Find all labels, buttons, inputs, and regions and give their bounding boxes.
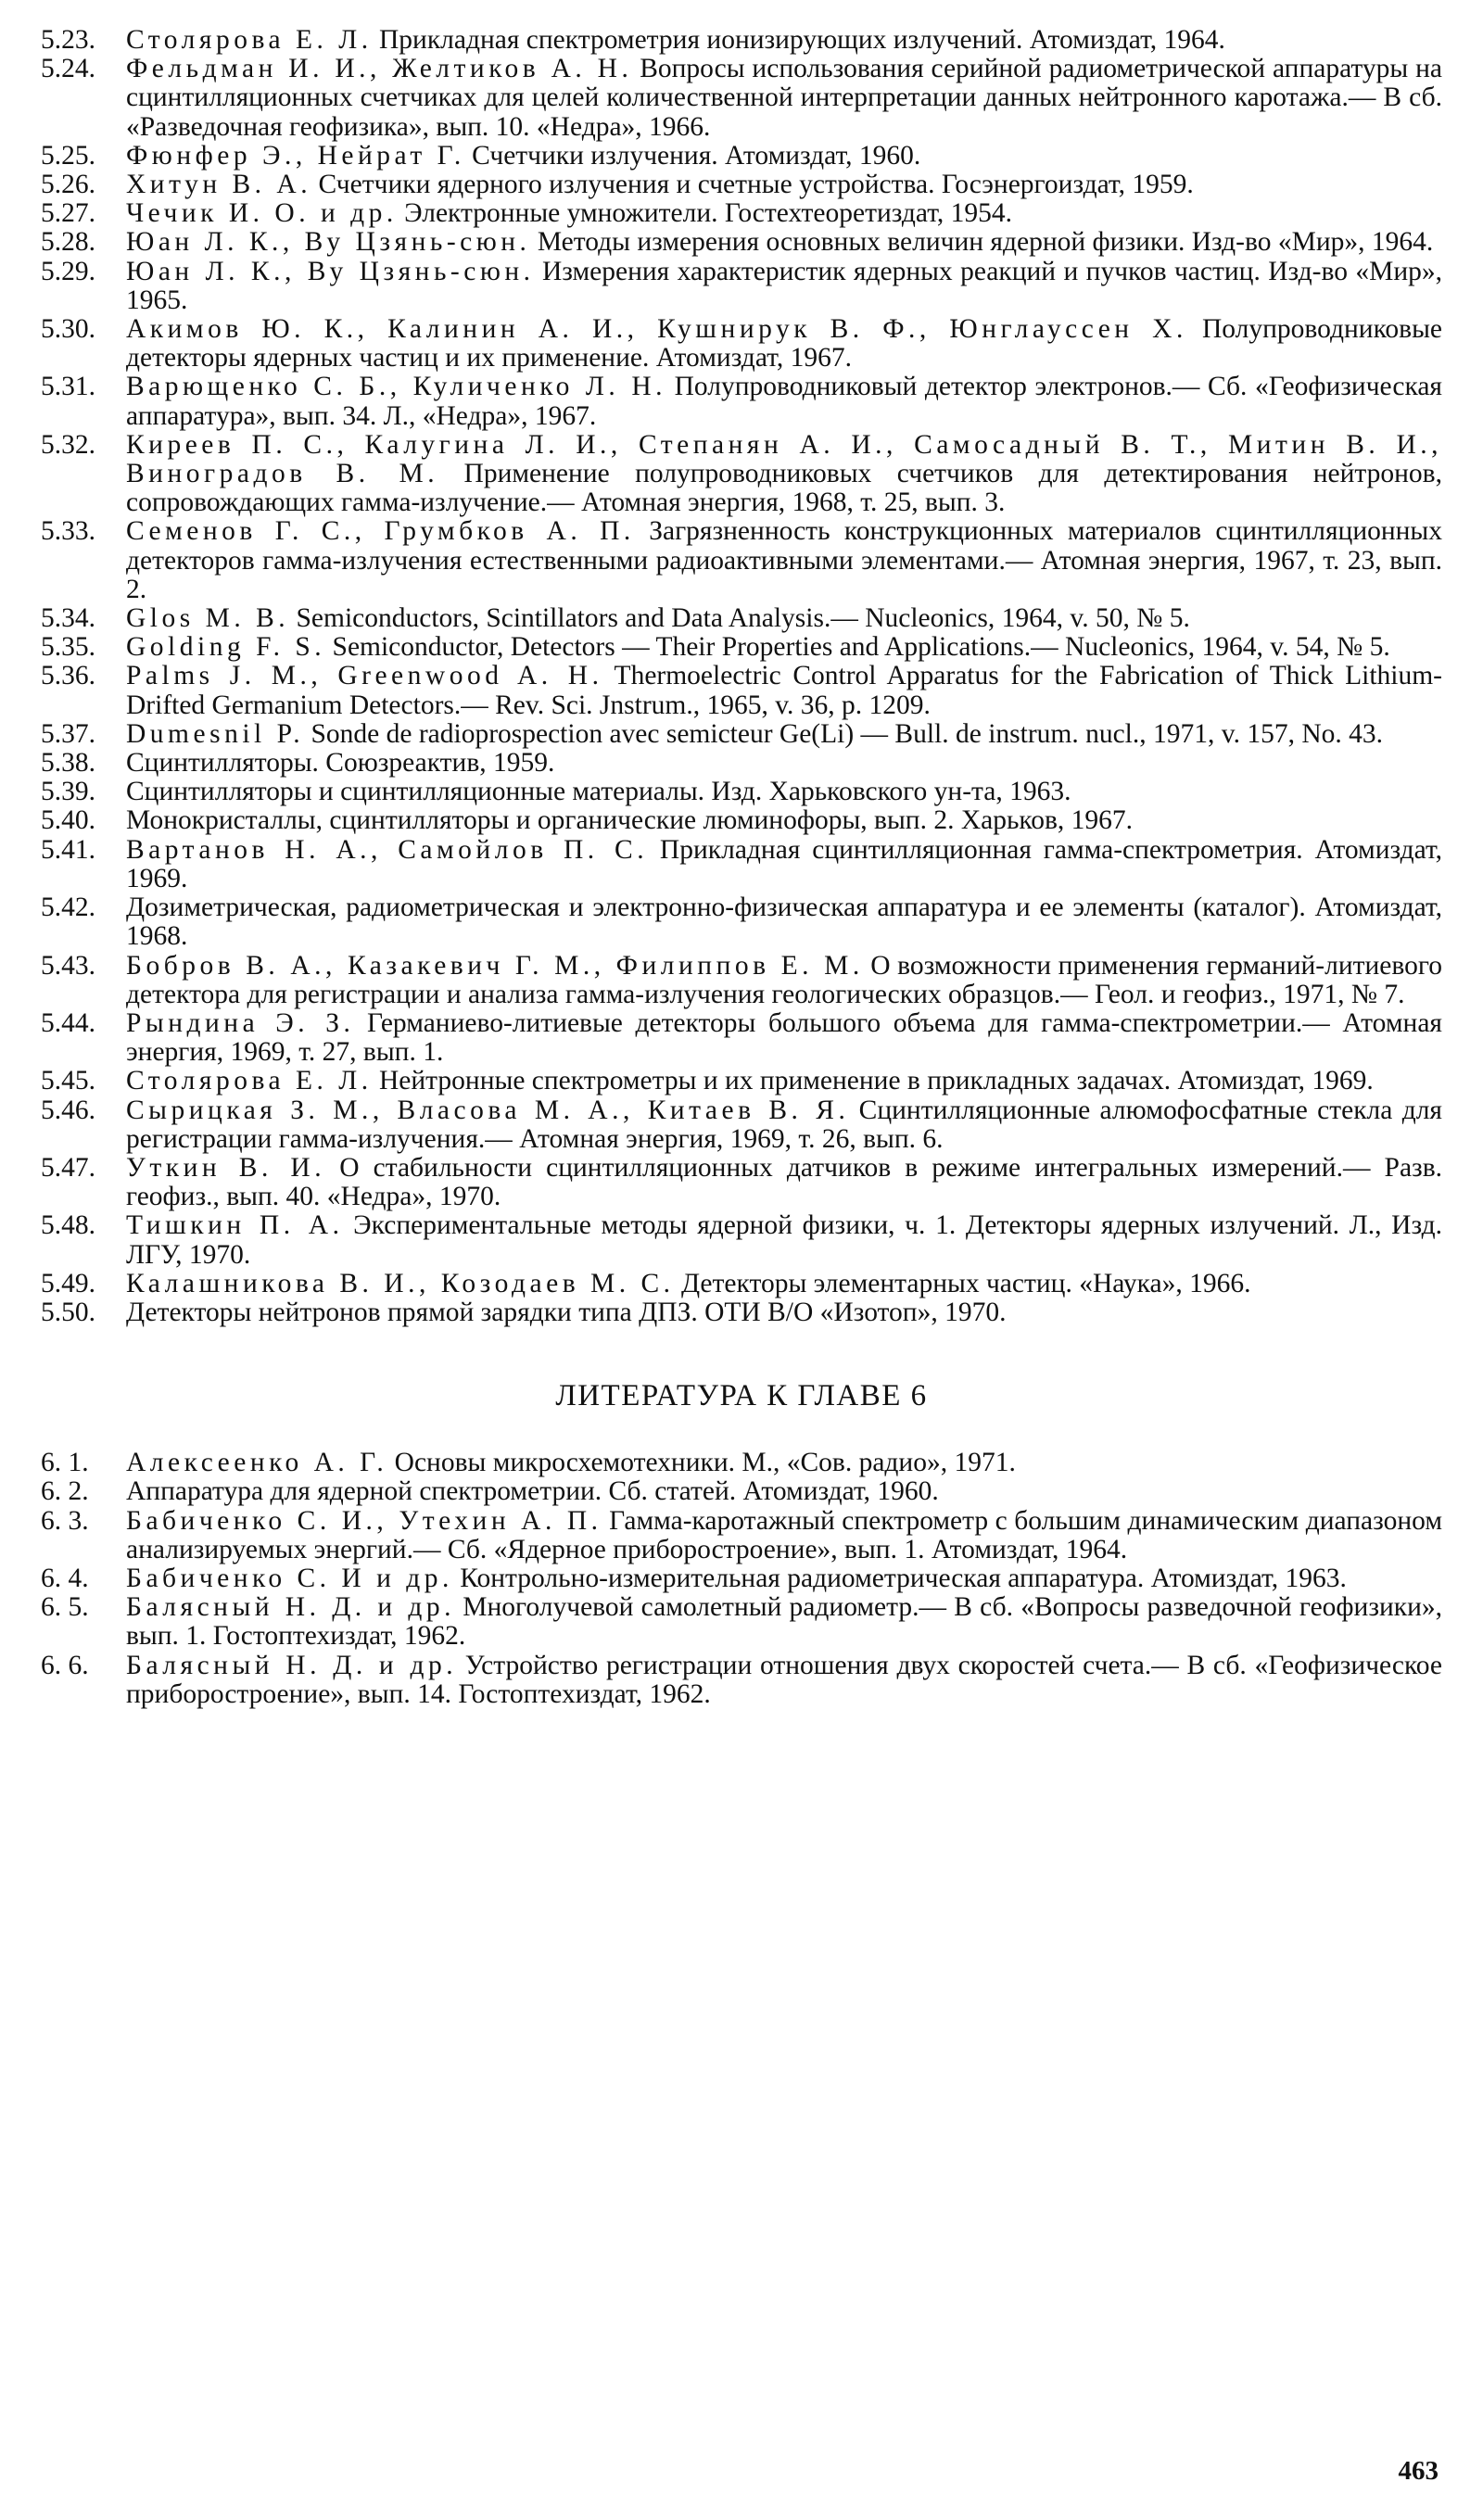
reference-title: Многолучевой самолетный радиометр.— В сб. «Вопросы разведочной геофизики», вып. 1. Гостоптехиздат, 1962. bbox=[126, 1592, 1443, 1652]
reference-number: 5.32. bbox=[41, 429, 95, 460]
reference-number: 5.47. bbox=[41, 1152, 95, 1183]
reference-item bbox=[41, 1298, 1442, 1327]
reference-item bbox=[41, 633, 1442, 662]
reference-number: 5.41. bbox=[41, 834, 95, 865]
reference-item bbox=[41, 720, 1442, 749]
reference-title: Прикладная спектрометрия ионизирующих излучений. Атомиздат, 1964. bbox=[372, 25, 1225, 55]
reference-number: 5.35. bbox=[41, 632, 95, 663]
reference-item bbox=[41, 1593, 1442, 1651]
reference-number: 5.29. bbox=[41, 256, 95, 286]
reference-text bbox=[126, 1564, 1442, 1593]
reference-text bbox=[126, 893, 1442, 951]
reference-title: Аппаратура для ядерной спектрометрии. Сб. статей. Атомиздат, 1960. bbox=[126, 1476, 939, 1507]
reference-item bbox=[41, 1270, 1442, 1298]
reference-authors: Glos M. B. bbox=[126, 603, 290, 634]
reference-title: Основы микросхемотехники. М., «Сов. радио», 1971. bbox=[387, 1448, 1016, 1478]
reference-text bbox=[126, 1270, 1442, 1298]
reference-number: 5.38. bbox=[41, 748, 95, 779]
reference-item bbox=[41, 142, 1442, 171]
reference-title: Монокристаллы, сцинтилляторы и органические люминофоры, вып. 2. Харьков, 1967. bbox=[126, 805, 1134, 836]
reference-number: 6. 4. bbox=[41, 1563, 89, 1593]
references-chapter-5 bbox=[41, 26, 1442, 1327]
reference-number: 6. 2. bbox=[41, 1476, 89, 1507]
reference-authors: Уткин В. И. bbox=[126, 1152, 326, 1183]
reference-title: Semiconductors, Scintillators and Data Analysis.— Nucleonics, 1964, v. 50, № 5. bbox=[289, 603, 1190, 634]
reference-authors: Юан Л. К., Ву Цзянь-сюн. bbox=[126, 227, 531, 258]
reference-text bbox=[126, 604, 1442, 633]
reference-text bbox=[126, 1096, 1442, 1154]
reference-title: Счетчики ядерного излучения и счетные устройства. Госэнергоиздат, 1959. bbox=[311, 170, 1194, 200]
reference-item bbox=[41, 1507, 1442, 1564]
reference-title: Германиево-литиевые детекторы большого объема для гамма-спектрометрии.— Атомная энергия, 1969, т. 27, вып. 1. bbox=[126, 1007, 1442, 1068]
reference-title: Детекторы элементарных частиц. «Наука», 1966. bbox=[674, 1268, 1251, 1298]
reference-authors: Бабиченко С. И., Утехин А. П. bbox=[126, 1505, 602, 1536]
reference-authors: Столярова Е. Л. bbox=[126, 25, 373, 55]
reference-text bbox=[126, 1298, 1442, 1327]
reference-number: 5.49. bbox=[41, 1268, 95, 1298]
reference-text bbox=[126, 55, 1442, 142]
reference-number: 5.44. bbox=[41, 1007, 95, 1038]
reference-title: Сцинтилляторы. Союзреактив, 1959. bbox=[126, 748, 555, 779]
reference-title: Электронные умножители. Гостехтеоретиздат, 1954. bbox=[397, 198, 1013, 229]
reference-title: Счетчики излучения. Атомиздат, 1960. bbox=[464, 140, 921, 171]
reference-authors: Фельдман И. И., Желтиков А. Н. bbox=[126, 54, 633, 84]
reference-item bbox=[41, 517, 1442, 604]
reference-text bbox=[126, 1652, 1442, 1709]
reference-text bbox=[126, 1593, 1442, 1651]
reference-item bbox=[41, 315, 1442, 373]
reference-item bbox=[41, 1477, 1442, 1506]
reference-item bbox=[41, 1067, 1442, 1095]
reference-title: Thermoelectric Control Apparatus for the Fabrication of Thick Lithium-Drifted Germanium Detectors.— Rev. Sci. Jnstrum., 1965, v. 36, p. 1209. bbox=[126, 661, 1443, 720]
reference-text bbox=[126, 806, 1442, 835]
reference-text bbox=[126, 778, 1442, 806]
reference-title: Контрольно-измерительная радиометрическая аппаратура. Атомиздат, 1963. bbox=[452, 1563, 1347, 1593]
reference-title: Semiconductor, Detectors — Their Properties and Applications.— Nucleonics, 1964, v. 54, № 5. bbox=[325, 632, 1390, 663]
reference-number: 5.40. bbox=[41, 805, 95, 836]
reference-text bbox=[126, 1067, 1442, 1095]
reference-text bbox=[126, 836, 1442, 893]
reference-title: Нейтронные спектрометры и их применение в прикладных задачах. Атомиздат, 1969. bbox=[372, 1066, 1374, 1096]
reference-text bbox=[126, 199, 1442, 228]
reference-authors: Алексеенко А. Г. bbox=[126, 1448, 388, 1478]
reference-number: 5.27. bbox=[41, 198, 95, 229]
reference-text bbox=[126, 228, 1442, 257]
reference-authors: Golding F. S. bbox=[126, 632, 326, 663]
reference-text bbox=[126, 1477, 1442, 1506]
reference-item bbox=[41, 431, 1442, 518]
reference-number: 5.48. bbox=[41, 1210, 95, 1241]
reference-number: 6. 6. bbox=[41, 1650, 89, 1680]
reference-text bbox=[126, 1211, 1442, 1269]
reference-authors: Калашникова В. И., Козодаев М. С. bbox=[126, 1268, 675, 1298]
reference-authors: Фюнфер Э., Нейрат Г. bbox=[126, 140, 465, 171]
reference-text bbox=[126, 26, 1442, 55]
reference-item bbox=[41, 1449, 1442, 1477]
reference-text bbox=[126, 633, 1442, 662]
reference-title: Устройство регистрации отношения двух скоростей счета.— В сб. «Геофизическое приборостроение», вып. 14. Гостоптехиздат, 1962. bbox=[126, 1650, 1442, 1709]
reference-text bbox=[126, 749, 1442, 778]
reference-title: Sonde de radioprospection avec semicteur Ge(Li) — Bull. de instrum. nucl., 1971, v. 157, No. 43. bbox=[304, 718, 1384, 749]
reference-item bbox=[41, 1211, 1442, 1269]
reference-text bbox=[126, 258, 1442, 315]
reference-authors: Семенов Г. С., Грумбков А. П. bbox=[126, 516, 635, 547]
reference-authors: Киреев П. С., Калугина Л. И., Степанян А. И., Самосадный В. Т., Митин В. И., Виноградов В. М. bbox=[126, 429, 1442, 489]
reference-number: 5.31. bbox=[41, 372, 95, 402]
reference-authors: Столярова Е. Л. bbox=[126, 1066, 373, 1096]
reference-item bbox=[41, 1096, 1442, 1154]
reference-title: Сцинтилляционные алюмофосфатные стекла для регистрации гамма-излучения.— Атомная энергия, 1969, т. 26, вып. 6. bbox=[126, 1095, 1442, 1154]
reference-number: 6. 5. bbox=[41, 1592, 89, 1623]
reference-title: Полупроводниковые детекторы ядерных частиц и их применение. Атомиздат, 1967. bbox=[126, 314, 1442, 374]
reference-item bbox=[41, 258, 1442, 315]
reference-text bbox=[126, 517, 1442, 604]
reference-text bbox=[126, 431, 1442, 518]
reference-text bbox=[126, 1009, 1442, 1067]
reference-title: О возможности применения германий-литиевого детектора для регистрации и анализа гамма-излучения геологических образцов.— Геол. и геофиз., 1971, № 7. bbox=[126, 950, 1442, 1009]
reference-text bbox=[126, 142, 1442, 171]
reference-text bbox=[126, 1154, 1442, 1211]
references-chapter-6 bbox=[41, 1449, 1442, 1709]
reference-item bbox=[41, 952, 1442, 1009]
reference-number: 5.24. bbox=[41, 54, 95, 84]
reference-number: 5.25. bbox=[41, 140, 95, 171]
reference-item bbox=[41, 1564, 1442, 1593]
reference-number: 5.45. bbox=[41, 1066, 95, 1096]
reference-number: 5.26. bbox=[41, 170, 95, 200]
reference-number: 6. 3. bbox=[41, 1505, 89, 1536]
reference-item bbox=[41, 806, 1442, 835]
reference-title: Загрязненность конструкционных материалов сцинтилляционных детекторов гамма-излучения естественными радиоактивными элементами.— Атомная энергия, 1967, т. 23, вып. 2. bbox=[126, 516, 1443, 604]
reference-number: 6. 1. bbox=[41, 1448, 89, 1478]
reference-authors: Бабиченко С. И и др. bbox=[126, 1563, 453, 1593]
reference-text bbox=[126, 171, 1442, 199]
reference-title: Методы измерения основных величин ядерной физики. Изд-во «Мир», 1964. bbox=[530, 227, 1434, 258]
reference-item bbox=[41, 171, 1442, 199]
reference-title: Сцинтилляторы и сцинтилляционные материалы. Изд. Харьковского ун-та, 1963. bbox=[126, 777, 1071, 807]
reference-item bbox=[41, 662, 1442, 719]
reference-number: 5.34. bbox=[41, 603, 95, 634]
reference-authors: Чечик И. О. и др. bbox=[126, 198, 398, 229]
reference-item bbox=[41, 893, 1442, 951]
reference-number: 5.23. bbox=[41, 25, 95, 55]
reference-text bbox=[126, 1507, 1442, 1564]
reference-number: 5.43. bbox=[41, 950, 95, 981]
reference-authors: Тишкин П. А. bbox=[126, 1210, 344, 1241]
page-number: 463 bbox=[1398, 2456, 1439, 2486]
reference-authors: Хитун В. А. bbox=[126, 170, 312, 200]
reference-text bbox=[126, 952, 1442, 1009]
reference-item bbox=[41, 836, 1442, 893]
reference-title: Дозиметрическая, радиометрическая и электронно-физическая аппаратура и ее элементы (каталог). Атомиздат, 1968. bbox=[126, 893, 1442, 952]
reference-item bbox=[41, 26, 1442, 55]
reference-number: 5.30. bbox=[41, 314, 95, 345]
reference-item bbox=[41, 749, 1442, 778]
reference-item bbox=[41, 199, 1442, 228]
reference-title: Детекторы нейтронов прямой зарядки типа ДПЗ. ОТИ В/О «Изотоп», 1970. bbox=[126, 1297, 1007, 1327]
reference-authors: Балясный Н. Д. и др. bbox=[126, 1592, 456, 1623]
reference-number: 5.39. bbox=[41, 777, 95, 807]
reference-text bbox=[126, 720, 1442, 749]
reference-number: 5.36. bbox=[41, 661, 95, 691]
reference-title: Экспериментальные методы ядерной физики, ч. 1. Детекторы ядерных излучений. Л., Изд. ЛГУ, 1970. bbox=[126, 1210, 1442, 1270]
reference-item bbox=[41, 1009, 1442, 1067]
reference-number: 5.37. bbox=[41, 718, 95, 749]
reference-item bbox=[41, 778, 1442, 806]
reference-text bbox=[126, 1449, 1442, 1477]
reference-item bbox=[41, 228, 1442, 257]
reference-number: 5.46. bbox=[41, 1095, 95, 1125]
reference-authors: Акимов Ю. К., Калинин А. И., Кушнирук В. Ф., Юнглауссен Х. bbox=[126, 314, 1187, 345]
reference-title: Прикладная сцинтилляционная гамма-спектрометрия. Атомиздат, 1969. bbox=[126, 834, 1442, 893]
reference-authors: Palms J. M., Greenwood A. H. bbox=[126, 661, 603, 691]
reference-text bbox=[126, 315, 1442, 373]
reference-authors: Юан Л. К., Ву Цзянь-сюн. bbox=[126, 256, 535, 286]
reference-item bbox=[41, 1154, 1442, 1211]
reference-title: Гамма-каротажный спектрометр с большим динамическим диапазоном анализируемых энергий.— Сб. «Ядерное приборостроение», вып. 1. Атомиздат, 1964. bbox=[126, 1505, 1442, 1564]
reference-number: 5.50. bbox=[41, 1297, 95, 1327]
reference-number: 5.33. bbox=[41, 516, 95, 547]
reference-text bbox=[126, 373, 1442, 430]
reference-item bbox=[41, 1652, 1442, 1709]
reference-title: Вопросы использования серийной радиометрической аппаратуры на сцинтилляционных счетчиках для целей количественной интерпретации данных нейтронного каротажа.— В сб. «Разведочная геофизика», вып. 10. «Недра», 1966. bbox=[126, 54, 1442, 142]
reference-authors: Балясный Н. Д. и др. bbox=[126, 1650, 458, 1680]
reference-item bbox=[41, 604, 1442, 633]
reference-title: Измерения характеристик ядерных реакций и пучков частиц. Изд-во «Мир», 1965. bbox=[126, 256, 1443, 315]
reference-authors: Dumesnil P. bbox=[126, 718, 305, 749]
reference-authors: Варющенко С. Б., Куличенко Л. Н. bbox=[126, 372, 667, 402]
reference-authors: Сырицкая З. М., Власова М. А., Китаев В. Я. bbox=[126, 1095, 850, 1125]
reference-text bbox=[126, 662, 1442, 719]
chapter-6-heading: ЛИТЕРАТУРА К ГЛАВЕ 6 bbox=[555, 1379, 928, 1413]
reference-authors: Вартанов Н. А., Самойлов П. С. bbox=[126, 834, 649, 865]
reference-title: Применение полупроводниковых счетчиков для детектирования нейтронов, сопровождающих гамма-излучение.— Атомная энергия, 1968, т. 25, вып. 3. bbox=[126, 459, 1442, 518]
reference-number: 5.42. bbox=[41, 893, 95, 923]
reference-title: О стабильности сцинтилляционных датчиков в режиме интегральных измерений.— Разв. геофиз., вып. 40. «Недра», 1970. bbox=[126, 1152, 1442, 1212]
reference-authors: Бобров В. А., Казакевич Г. М., Филиппов Е. М. bbox=[126, 950, 864, 981]
reference-number: 5.28. bbox=[41, 227, 95, 258]
reference-authors: Рындина Э. З. bbox=[126, 1007, 355, 1038]
reference-title: Полупроводниковый детектор электронов.— Сб. «Геофизическая аппаратура», вып. 34. Л., «Недра», 1967. bbox=[126, 372, 1442, 431]
reference-item bbox=[41, 373, 1442, 430]
reference-item bbox=[41, 55, 1442, 142]
